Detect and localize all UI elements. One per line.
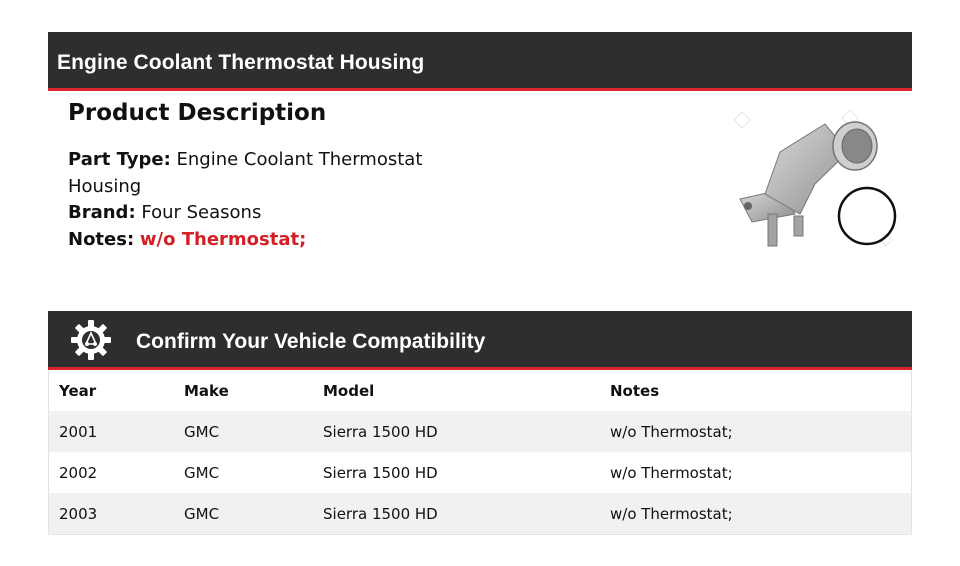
gear-icon: [70, 319, 112, 361]
brand-value: Four Seasons: [141, 202, 262, 223]
product-title: Engine Coolant Thermostat Housing: [57, 51, 425, 74]
table-header-row: [49, 370, 912, 411]
product-description: [68, 96, 488, 253]
cell-model: Sierra 1500 HD: [313, 493, 600, 535]
cell-make: GMC: [174, 411, 313, 452]
part-type-value: Engine Coolant Thermostat Housing: [68, 149, 423, 197]
brand-label: Brand:: [68, 202, 136, 223]
part-type-label: Part Type:: [68, 149, 171, 170]
notes-label: Notes:: [68, 228, 135, 250]
compatibility-title: Confirm Your Vehicle Compatibility: [136, 330, 486, 353]
cell-notes: w/o Thermostat;: [600, 411, 912, 452]
column-header-year: Year: [49, 370, 175, 411]
notes-row: [68, 227, 488, 254]
compatibility-header: [48, 311, 912, 370]
cell-notes: w/o Thermostat;: [600, 493, 912, 535]
cell-notes: w/o Thermostat;: [600, 452, 912, 493]
brand-row: [68, 200, 488, 227]
cell-year: 2003: [49, 493, 175, 535]
cell-model: Sierra 1500 HD: [313, 452, 600, 493]
column-header-model: Model: [313, 370, 600, 411]
description-heading: Product Description: [68, 100, 327, 126]
column-header-notes: Notes: [600, 370, 912, 411]
table-row: [49, 452, 912, 493]
column-header-make: Make: [174, 370, 313, 411]
cell-model: Sierra 1500 HD: [313, 411, 600, 452]
compatibility-table: [48, 370, 912, 535]
cell-year: 2001: [49, 411, 175, 452]
part-type-row: [68, 147, 488, 200]
cell-make: GMC: [174, 452, 313, 493]
product-header: [48, 32, 912, 91]
table-row: [49, 411, 912, 452]
product-image: [730, 104, 910, 254]
table-row: [49, 493, 912, 535]
cell-make: GMC: [174, 493, 313, 535]
cell-year: 2002: [49, 452, 175, 493]
notes-value: w/o Thermostat;: [139, 228, 307, 250]
